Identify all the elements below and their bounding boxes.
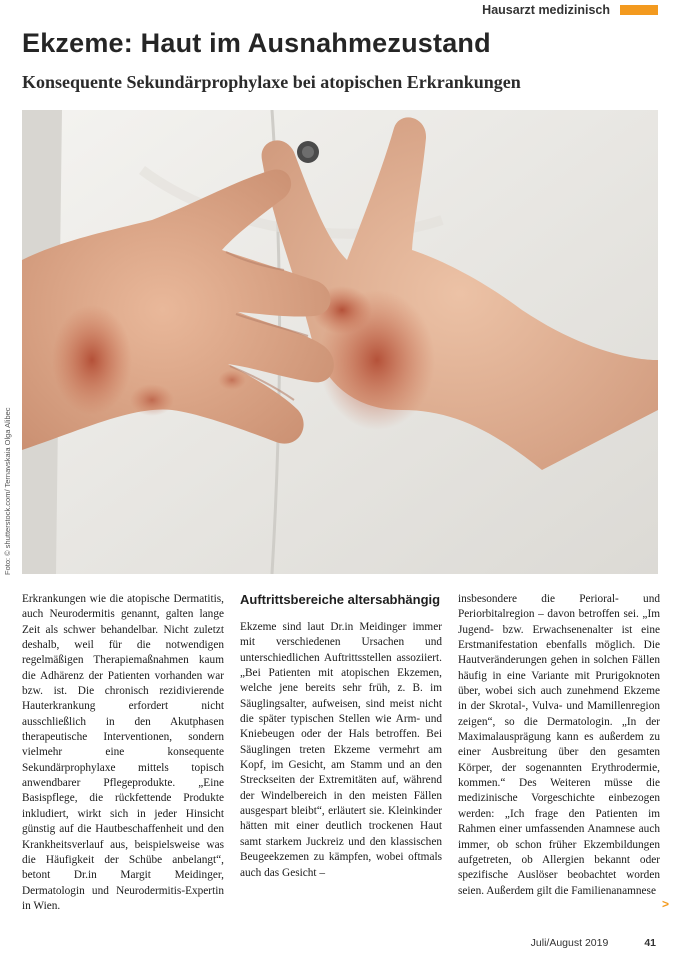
section-accent-bar [620,5,658,15]
photo-credit-text: Foto: © shutterstock.com/ Ternavskaia Olga Alibec [3,407,12,575]
section-label: Hausarzt medizinisch [482,3,610,17]
column-2-heading: Auftrittsbereiche altersabhängig [240,592,441,607]
article-column-1 [22,592,224,914]
article-column-2 [240,592,442,881]
photo-credit [2,385,16,575]
column-2-text: Ekzeme sind laut Dr.in Meidinger immer mit verschiedenen Ursachen und unterschiedlichen Auftrittsstellen assoziiert. „Bei Patienten mit atopischen Ekzemen, welche jene bereits sehr früh, z. B. im Säuglingsalter, aufweisen, sind meist nicht die später typischen Stellen wie Arm- und Kniebeugen oder der Hals betroffen. Bei Säuglingen treten Ekzeme vermehrt am Kopf, im Gesicht, am Stamm und an den Streckseiten der Extremitäten auf, während der Windelbereich in den meisten Fällen ausgespart bleibt“, erläutert sie. Kleinkinder hätten mit einer deutlich trockenen Haut samt starkem Juckreiz und den klassischen Beugeekzemen zu kämpfen, wobei oftmals auch das Gesicht – [240,621,442,879]
column-1-text: Erkrankungen wie die atopische Dermatitis, auch Neurodermitis genannt, galten lange Zeit als schwer behandelbar. Nicht zuletzt deshalb, weil für die notwendigen regelmäßigen Therapiemaßnahmen kaum die Adhärenz der Patienten vorhanden war bzw. ist. Die chronisch rezidivierende Hauterkrankung erfordert nicht ausschließlich in den Akutphasen therapeutische Interventionen, sondern vielmehr eine konsequente Sekundärprophylaxe mittels topisch anwendbarer Pflegeprodukte. „Eine Basispflege, die rückfettende Produkte inkludiert, wirkt sich in jeder Hinsicht günstig auf die Hautbeschaffenheit und den Krankheitsverlauf aus, beispielsweise was die Häufigkeit der Schübe anbelangt“, betont Dr.in Margit Meidinger, Dermatologin und Neurodermitis-Expertin in Wien. [22,593,224,912]
issue-date: Juli/August 2019 [530,937,609,949]
article-column-3 [458,592,660,899]
eczema-hands-photo [22,110,658,574]
column-3-text: insbesondere die Perioral- und Periorbitalregion – davon betroffen sei. „Im Jugend- bzw. Erwachsenenalter ist eine Erstmanifestation ebenfalls möglich. Die Hautveränderungen gehen in solchen Fällen häufig in eine Variante mit Prurigoknoten über, wobei sich auch zunehmend Ekzeme in der Skrotal-, Vulva- und Mamillenregion zeigen“, so die Dermatologin. „In der Maximalausprägung kann es außerdem zu einer Ausbreitung über den gesamten Körper, der sogenannten Erythrodermie, kommen.“ Des Weiteren müsse die medizinische Vorgeschichte einbezogen werden: „Ich frage den Patienten im Rahmen einer umfassenden Anamnese auch immer, ob schon früher Ekzembildungen aufgetreten, ob Allergien bekannt oder spezifische Auslöser beobachtet worden seien. Außerdem gilt die Familienanamnese [458,593,660,897]
page-number: 41 [644,937,656,949]
article-subtitle: Konsequente Sekundärprophylaxe bei atopischen Erkrankungen [22,72,521,92]
section-header [482,2,658,18]
page-footer [531,937,656,949]
continue-arrow-icon[interactable]: > [662,897,670,911]
article-title: Ekzeme: Haut im Ausnahmezustand [22,28,491,58]
